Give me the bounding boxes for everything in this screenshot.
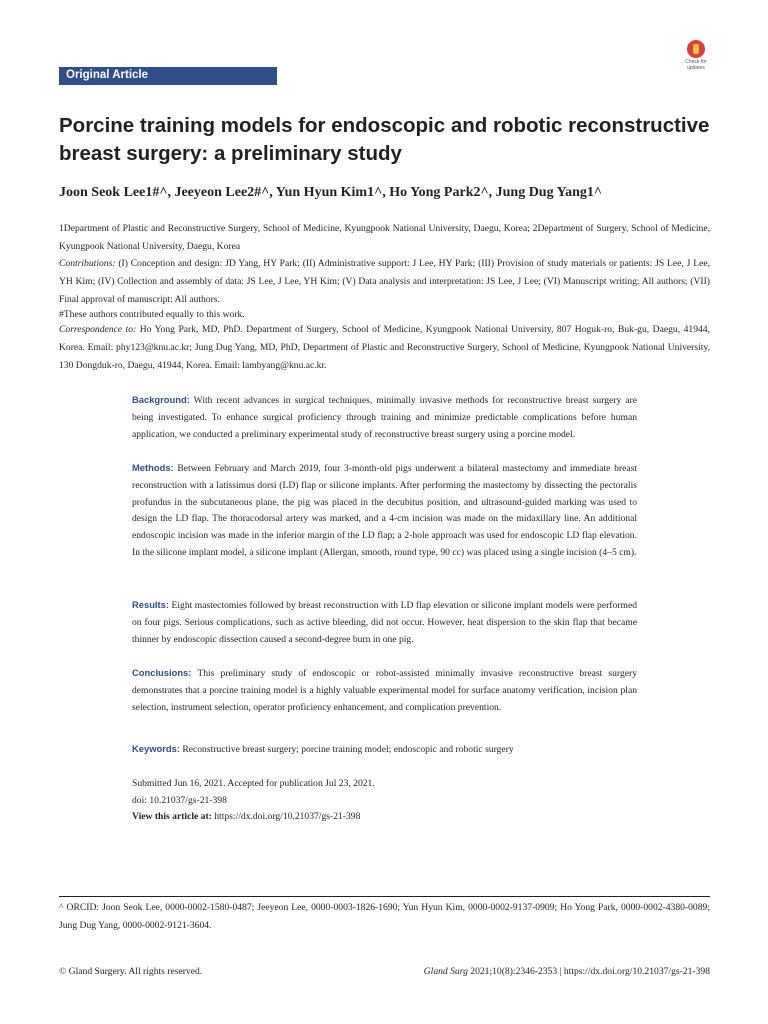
article-type-label: Original Article	[66, 69, 149, 81]
methods-label: Methods:	[132, 462, 174, 473]
copyright-notice: © Gland Surgery. All rights reserved.	[59, 966, 203, 977]
orcid-footnote: ^ ORCID: Joon Seok Lee, 0000-0002-1580-0487; Jeeyeon Lee, 0000-0003-1826-1690; Yun Hyun Kim, 0000-0002-9137-0909; Ho Yong Park, 0000-0002-4380-0089; Jung Dug Yang, 0000-0002-9121-3604.	[59, 902, 710, 931]
crossmark-icon	[687, 40, 705, 58]
correspondence-label: Correspondence to:	[59, 324, 137, 335]
equal-contribution-note: #These authors contributed equally to this work.	[59, 309, 245, 320]
author-list: Joon Seok Lee1#^, Jeeyeon Lee2#^, Yun Hyun Kim1^, Ho Yong Park2^, Jung Dug Yang1^	[59, 185, 603, 200]
view-article-label: View this article at:	[132, 811, 212, 822]
abstract-keywords	[132, 741, 637, 759]
conclusions-label: Conclusions:	[132, 667, 192, 678]
footnote-divider	[59, 896, 710, 897]
citation-footer	[300, 966, 710, 977]
affiliations: 1Department of Plastic and Reconstructive Surgery, School of Medicine, Kyungpook National University, Daegu, Korea; 2Department of Surgery, School of Medicine, Kyungpook National University, Daegu, Korea	[59, 223, 710, 252]
abstract-results	[132, 597, 637, 648]
article-title: Porcine training models for endoscopic and robotic reconstructive breast surgery: a preliminary study	[59, 114, 710, 165]
results-text: Eight mastectomies followed by breast reconstruction with LD flap elevation or silicone implant models were performed on four pigs. Serious complications, such as active bleeding, did not occur. However, heat dispersion to the skin flap that became thinner by endoscopic dissection caused a second-degree burn in one pig.	[132, 600, 637, 645]
results-label: Results:	[132, 599, 169, 610]
abstract-methods	[132, 460, 637, 562]
doi-line: doi: 10.21037/gs-21-398	[132, 795, 227, 806]
article-type-banner	[59, 67, 277, 85]
correspondence	[59, 321, 710, 375]
citation-text[interactable]: 2021;10(8):2346-2353 | https://dx.doi.org/10.21037/gs-21-398	[467, 966, 710, 977]
contributions-label: Contributions:	[59, 258, 116, 269]
crossmark-label: Check for updates	[685, 59, 707, 71]
abstract-conclusions	[132, 665, 637, 716]
view-article-link[interactable]: https://dx.doi.org/10.21037/gs-21-398	[211, 811, 361, 822]
conclusions-text: This preliminary study of endoscopic or robot-assisted minimally invasive reconstructive breast surgery demonstrates that a porcine training model is a highly valuable experimental model for surface anatomy verification, incision plan selection, instrument selection, operator proficiency enhancement, and complication prevention.	[132, 668, 637, 713]
crossmark-badge[interactable]	[681, 40, 711, 74]
background-label: Background:	[132, 394, 190, 405]
correspondence-text: Ho Yong Park, MD, PhD. Department of Surgery, School of Medicine, Kyungpook National University, 807 Hoguk-ro, Buk-gu, Daegu, 41944, Korea. Email: phy123@knu.ac.kr; Jung Dug Yang, MD, PhD, Department of Plastic and Reconstructive Surgery, School of Medicine, Kyungpook National University, 130 Dongduk-ro, Daegu, 41944, Korea. Email: lambyang@knu.ac.kr.	[59, 324, 710, 371]
methods-text: Between February and March 2019, four 3-month-old pigs underwent a bilateral mastectomy and immediate breast reconstruction with a latissimus dorsi (LD) flap or silicone implants. After performing the mastectomy by dissecting the pectoralis profundus in the subcutaneous plane, the pig was placed in the decubitus position, and ultrasound-guided marking was used to design the LD flap. The thoracodorsal artery was marked, and a 4-cm incision was made on the midaxillary line. An additional endoscopic incision was made in the inferior margin of the LD flap; a 2-hole approach was used for endoscopic LD flap elevation. In the silicone implant model, a silicone implant (Allergan, smooth, round type, 90 cc) was placed using a single incision (4–5 cm).	[132, 463, 637, 558]
contributions-text: (I) Conception and design: JD Yang, HY Park; (II) Administrative support: J Lee, HY Park; (III) Provision of study materials or patients: JS Lee, J Lee, YH Kim; (IV) Collection and assembly of data: JS Lee, J Lee, YH Kim; (V) Data analysis and interpretation: JS Lee, J Lee; (VI) Manuscript writing: All authors; (VII) Final approval of manuscript: All authors.	[59, 258, 710, 305]
abstract-background	[132, 392, 637, 443]
contributions	[59, 255, 710, 309]
view-article-line	[132, 808, 637, 825]
journal-name: Gland Surg	[423, 966, 468, 977]
keywords-label: Keywords:	[132, 743, 180, 754]
submission-dates: Submitted Jun 16, 2021. Accepted for publication Jul 23, 2021.	[132, 778, 375, 789]
background-text: With recent advances in surgical techniques, minimally invasive methods for reconstructive breast surgery are being investigated. To enhance surgical proficiency through training and minimize predictable complications before human application, we conducted a preliminary experimental study of reconstructive breast surgery using a porcine model.	[132, 395, 637, 440]
keywords-text: Reconstructive breast surgery; porcine training model; endoscopic and robotic surgery	[179, 744, 514, 755]
